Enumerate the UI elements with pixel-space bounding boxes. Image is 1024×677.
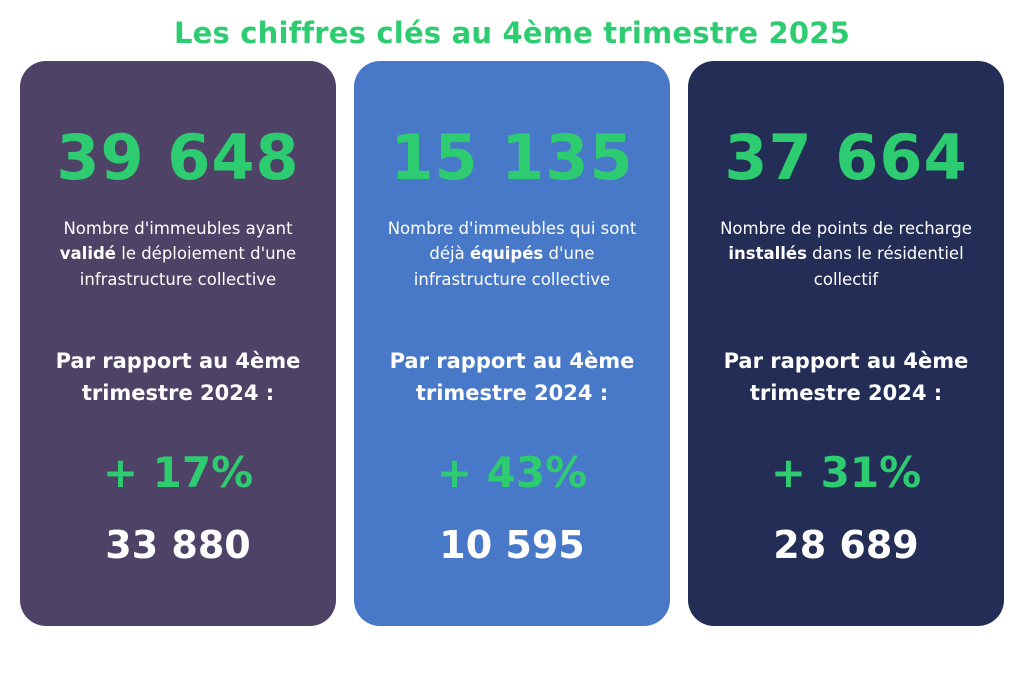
stat-description-prefix: Nombre d'immeubles qui sont déjà (387, 218, 637, 264)
stat-description-suffix: d'une infrastructure collective (413, 244, 611, 290)
delta-value: + 17% (102, 447, 254, 497)
stat-value: 37 664 (724, 120, 968, 194)
stat-description-highlight: validé (59, 244, 116, 264)
previous-value: 33 880 (105, 522, 251, 567)
stat-description (38, 216, 318, 293)
stat-card (354, 61, 670, 626)
stat-description (706, 216, 986, 293)
stat-value: 39 648 (56, 120, 300, 194)
page-title: Les chiffres clés au 4ème trimestre 2025 (173, 16, 851, 50)
stat-card (688, 61, 1004, 626)
comparison-label: Par rapport au 4ème trimestre 2024 : (55, 348, 301, 406)
previous-value: 10 595 (439, 522, 585, 567)
stat-description-prefix: Nombre d'immeubles ayant (63, 218, 293, 238)
comparison-label: Par rapport au 4ème trimestre 2024 : (389, 348, 635, 406)
stat-card (20, 61, 336, 626)
delta-value: + 31% (770, 447, 922, 497)
stat-card-list (0, 61, 1024, 626)
comparison-label: Par rapport au 4ème trimestre 2024 : (723, 348, 969, 406)
stat-description-suffix: le déploiement d'une infrastructure collective (79, 244, 297, 290)
previous-value: 28 689 (773, 522, 919, 567)
stat-description-highlight: installés (728, 244, 807, 264)
stat-value: 15 135 (390, 120, 634, 194)
delta-value: + 43% (436, 447, 588, 497)
stat-description-prefix: Nombre de points de recharge (720, 218, 972, 238)
stat-description (372, 216, 652, 293)
stat-description-highlight: équipés (470, 244, 544, 264)
stat-description-suffix: dans le résidentiel collectif (806, 244, 964, 290)
